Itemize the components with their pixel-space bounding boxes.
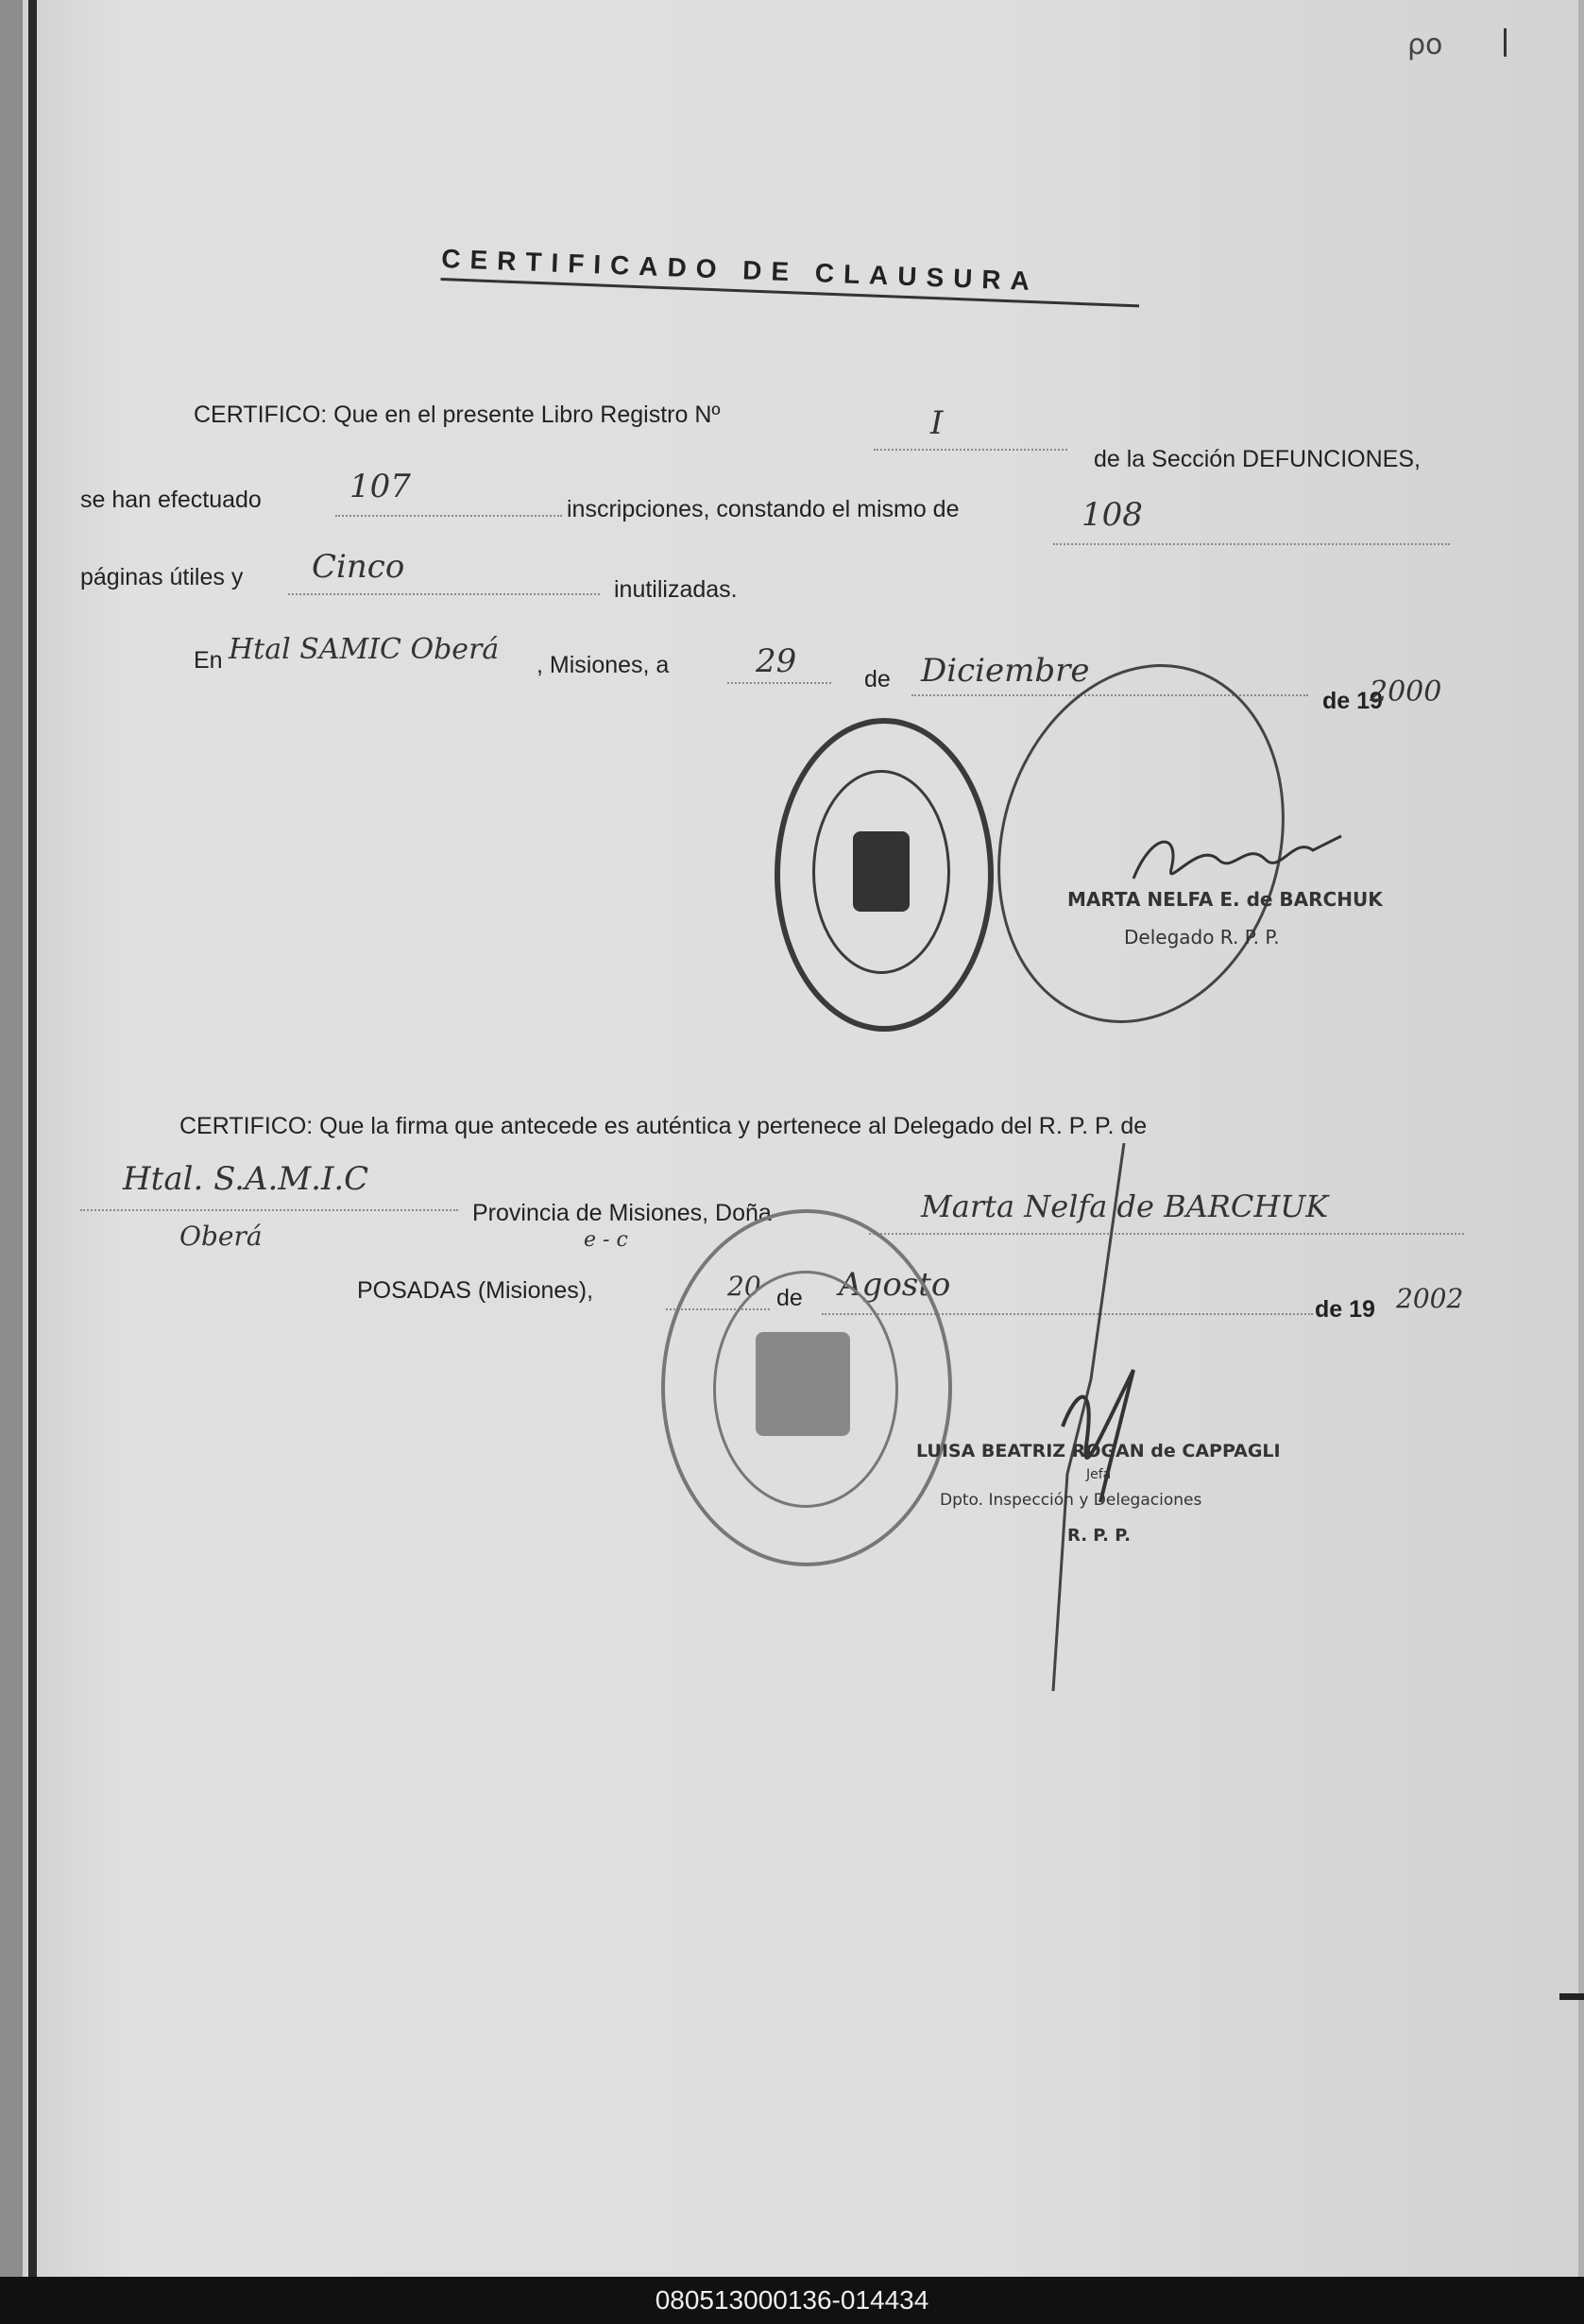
dotted-line	[1053, 543, 1450, 545]
dotted-line	[727, 682, 831, 684]
folio-mark	[1504, 28, 1507, 57]
cert2-dia: 20	[727, 1271, 761, 1302]
cert2-hospital: Htal. S.A.M.I.C	[123, 1160, 369, 1198]
cert1-en-label: En	[194, 647, 223, 674]
document-title: CERTIFICADO DE CLAUSURA	[441, 244, 1141, 307]
cert1-de-label: de	[864, 666, 891, 692]
cert1-libro-no: I	[930, 404, 944, 442]
cert1-signer-title: Delegado R. P. P.	[1124, 926, 1280, 948]
cert2-mes: Agosto	[839, 1266, 951, 1304]
cert2-provincia-label: Provincia de Misiones, Doña	[472, 1200, 772, 1226]
dotted-line	[288, 593, 600, 595]
binding-line	[28, 0, 37, 2277]
cert1-seccion: de la Sección DEFUNCIONES,	[1094, 446, 1421, 472]
cert2-de-label: de	[776, 1285, 803, 1311]
cert2-ec: e - c	[584, 1228, 628, 1252]
cert2-anio: 2002	[1396, 1283, 1464, 1314]
cert1-inscripciones-count: 107	[349, 468, 411, 505]
cert1-misiones-label: , Misiones, a	[537, 652, 670, 678]
cert1-mes: Diciembre	[921, 652, 1090, 690]
binding-edge	[0, 0, 23, 2277]
cert2-anio-label: de 19	[1315, 1296, 1375, 1323]
cert1-inutilizadas-label: inutilizadas.	[614, 576, 738, 603]
image-id-caption: 080513000136-014434	[0, 2277, 1584, 2324]
dotted-line	[80, 1209, 458, 1211]
cert1-paginas-utiles: 108	[1082, 496, 1143, 534]
cert1-inscripciones-label: inscripciones, constando el mismo de	[567, 496, 960, 522]
cert2-intro: CERTIFICO: Que la firma que antecede es auténtica y pertenece al Delegado del R. P. P. de	[179, 1113, 1148, 1139]
edge-mark	[1559, 1993, 1584, 2000]
cert2-signer-name: LUISA BEATRIZ ROGAN de CAPPAGLI	[916, 1441, 1281, 1461]
cert1-inutilizadas-count: Cinco	[312, 548, 405, 586]
cert1-anio: 2000	[1370, 675, 1442, 709]
cert2-hospital-2: Oberá	[179, 1221, 263, 1252]
signature-2	[1011, 1143, 1181, 1691]
cert1-paginas-label: páginas útiles y	[80, 564, 244, 590]
dotted-line	[874, 449, 1067, 451]
cert2-posadas-label: POSADAS (Misiones),	[357, 1277, 594, 1304]
cert2-signer-org: R. P. P.	[1067, 1526, 1132, 1546]
cert1-intro: CERTIFICO: Que en el presente Libro Registro Nº	[194, 402, 721, 428]
seal-2-crest	[756, 1332, 850, 1436]
cert1-lugar: Htal SAMIC Oberá	[229, 633, 500, 666]
cert2-delegado: Marta Nelfa de BARCHUK	[921, 1188, 1329, 1224]
cert1-dia: 29	[756, 642, 797, 680]
seal-1-crest	[853, 831, 910, 912]
dotted-line	[335, 515, 562, 517]
page-right-edge	[1578, 0, 1584, 2277]
cert2-signer-role: Jefa	[1086, 1467, 1112, 1482]
cert1-signer-name: MARTA NELFA E. de BARCHUK	[1067, 888, 1383, 911]
cert1-efectuado-label: se han efectuado	[80, 487, 262, 513]
cert2-signer-dept: Dpto. Inspección y Delegaciones	[940, 1491, 1202, 1510]
cert1-anio-label: de 19	[1322, 688, 1383, 714]
folio-number: ρο	[1407, 28, 1443, 61]
